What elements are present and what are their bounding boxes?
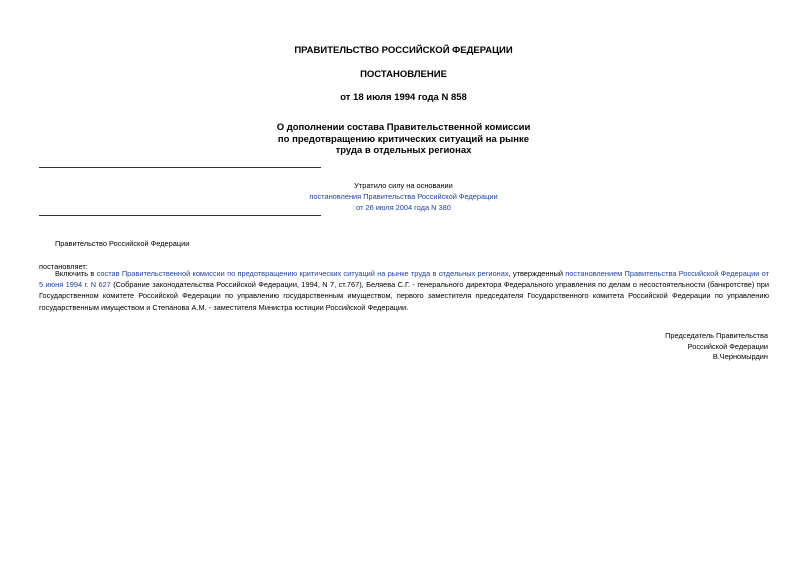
government-title: ПРАВИТЕЛЬСТВО РОССИЙСКОЙ ФЕДЕРАЦИИ — [294, 45, 513, 56]
signature-block — [665, 331, 768, 363]
subject-line-2: по предотвращению критических ситуаций на рынке — [277, 133, 530, 145]
signature-name: В.Черномырдин — [712, 352, 768, 361]
paragraph-text-mid: , утвержденный — [508, 269, 566, 278]
repeal-decree-link[interactable]: постановления Правительства Российской Федерации — [309, 192, 498, 201]
repeal-decree-date-link[interactable]: от 26 июля 2004 года N 380 — [356, 203, 451, 212]
subject-line-1: О дополнении состава Правительственной комиссии — [276, 122, 531, 133]
preamble-decrees: постановляет: — [39, 262, 88, 271]
commission-composition-link[interactable]: состав Правительственной комиссии по предотвращению критических ситуаций на рынке труда в отдельных регионах — [96, 269, 509, 278]
resolution-paragraph — [39, 268, 769, 313]
document-date-number: от 18 июля 1994 года N 858 — [340, 92, 467, 103]
paragraph-text-start: Включить в — [55, 269, 97, 278]
repeal-note-text: Утратило силу на основании — [354, 181, 453, 190]
document-subject — [0, 122, 807, 157]
signature-country: Российской Федерации — [687, 341, 768, 351]
repeal-note — [0, 180, 807, 213]
decree-627-link[interactable]: постановлением Правительства Российской Федерации от 5 июня 1994 г. N 627 — [39, 269, 769, 290]
subject-line-3: труда в отдельных регионах — [335, 145, 472, 156]
divider-top — [39, 167, 321, 168]
document-type: ПОСТАНОВЛЕНИЕ — [360, 69, 447, 80]
paragraph-text-end: (Собрание законодательства Российской Федерации, 1994, N 7, ст.767), Беляева С.Г. - генерального директора Федерального управления по делам о несостоятельности (банкротстве) при Государственном комитете Российской Федерации по управлению государственным имуществом, первого заместителя председателя Государственного комитета Российской Федерации по управлению государственным имуществом и Степанова А.М. - заместителя Министра юстиции Российской Федерации. — [39, 280, 769, 312]
preamble-government: Правительство Российской Федерации — [55, 239, 190, 248]
divider-bottom — [39, 215, 321, 216]
signature-position: Председатель Правительства — [665, 331, 768, 340]
